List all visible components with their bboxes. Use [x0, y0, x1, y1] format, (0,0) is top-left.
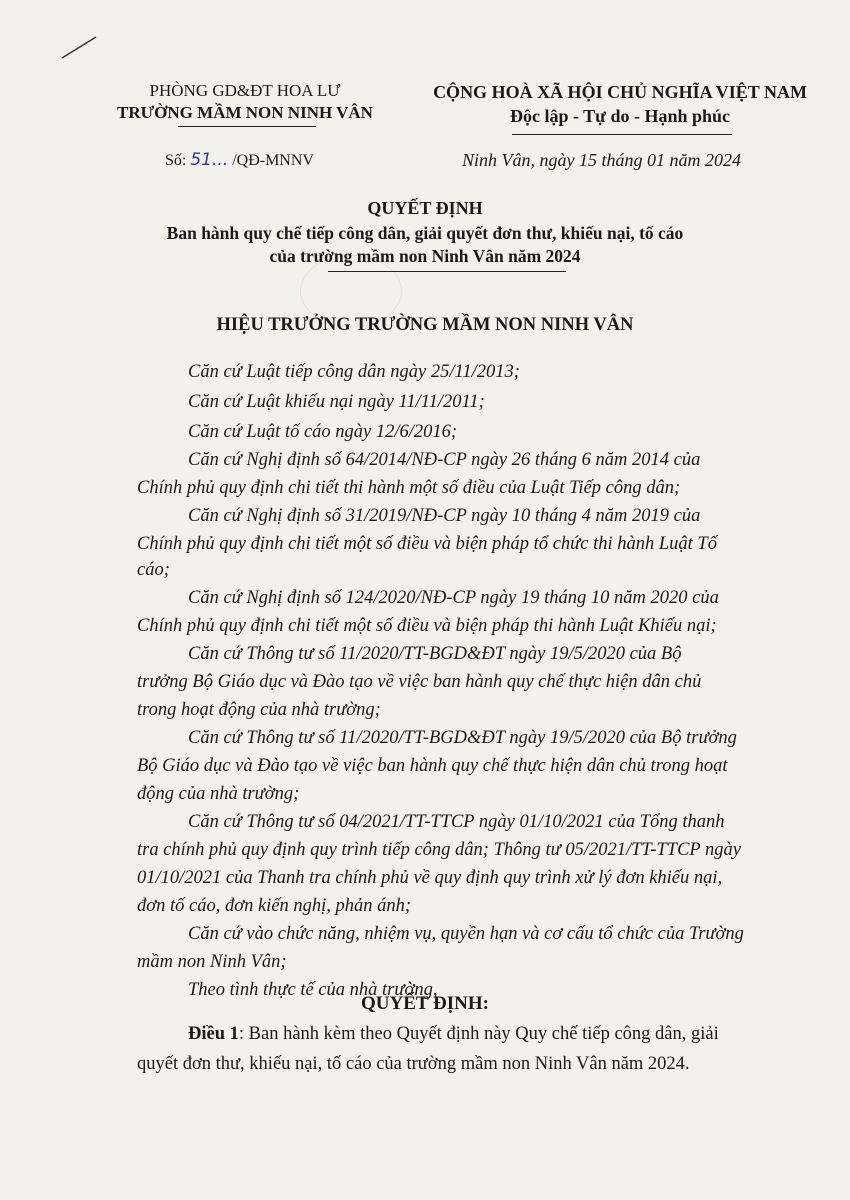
basis-line: trưởng Bộ Giáo dục và Đào tạo về việc ban hành quy chế thực hiện dân chủ [137, 672, 702, 692]
basis-line: Căn cứ Luật khiếu nại ngày 11/11/2011; [188, 392, 485, 412]
nation-name: CỘNG HOÀ XÃ HỘI CHỦ NGHĨA VIỆT NAM [433, 82, 807, 102]
org-line-1: PHÒNG GD&ĐT HOA LƯ [149, 81, 341, 100]
issuing-organization [110, 80, 380, 124]
basis-line: đơn tố cáo, đơn kiến nghị, phản ánh; [137, 896, 412, 916]
basis-line: Căn cứ Thông tư số 04/2021/TT-TTCP ngày 01/10/2021 của Tổng thanh [188, 812, 725, 832]
basis-line: Chính phủ quy định chi tiết thi hành một số điều của Luật Tiếp công dân; [137, 478, 681, 498]
basis-line: Căn cứ Luật tiếp công dân ngày 25/11/2013; [188, 362, 520, 382]
subtitle-underline [328, 271, 566, 272]
basis-line: Căn cứ Luật tố cáo ngày 12/6/2016; [188, 422, 458, 442]
national-motto: Độc lập - Tự do - Hạnh phúc [509, 106, 731, 126]
doc-no-handwritten: 51... [190, 150, 229, 170]
article-1-line-2: quyết đơn thư, khiếu nại, tố cáo của trường mầm non Ninh Vân năm 2024. [137, 1054, 690, 1074]
basis-line: Theo tình thực tế của nhà trường, [188, 980, 438, 1000]
basis-line: Căn cứ Nghị định số 31/2019/NĐ-CP ngày 10 tháng 4 năm 2019 của [188, 506, 701, 526]
subtitle-line-1: Ban hành quy chế tiếp công dân, giải quyết đơn thư, khiếu nại, tố cáo [166, 223, 684, 243]
article-1-line-1 [188, 1024, 719, 1045]
article-1-text: : Ban hành kèm theo Quyết định này Quy chế tiếp công dân, giải [238, 1024, 719, 1044]
basis-line: Căn cứ Thông tư số 11/2020/TT-BGD&ĐT ngày 19/5/2020 của Bộ trưởng [188, 728, 737, 748]
decision-heading: QUYẾT ĐỊNH: [361, 993, 489, 1014]
issuing-authority: HIỆU TRƯỞNG TRƯỜNG MẦM NON NINH VÂN [216, 315, 634, 335]
basis-line: Căn cứ Nghị định số 64/2014/NĐ-CP ngày 26 tháng 6 năm 2014 của [188, 450, 701, 470]
org-line-2: TRƯỜNG MẦM NON NINH VÂN [117, 103, 373, 122]
national-header [410, 80, 830, 128]
basis-line: tra chính phủ quy định quy trình tiếp công dân; Thông tư 05/2021/TT-TTCP ngày [137, 840, 741, 860]
basis-line: Chính phủ quy định chi tiết một số điều và biện pháp tổ chức thi hành Luật Tố [137, 534, 717, 554]
motto-underline [512, 134, 732, 135]
doc-no-prefix: Số: [165, 152, 187, 169]
document-title: QUYẾT ĐỊNH [367, 198, 483, 218]
basis-line: cáo; [137, 560, 170, 580]
basis-line: mầm non Ninh Vân; [137, 952, 287, 972]
basis-line: Căn cứ Nghị định số 124/2020/NĐ-CP ngày 19 tháng 10 năm 2020 của [188, 588, 719, 608]
basis-line: Bộ Giáo dục và Đào tạo về việc ban hành quy chế thực hiện dân chủ trong hoạt [137, 756, 728, 776]
doc-no-suffix: /QĐ-MNNV [232, 152, 314, 169]
basis-line: Chính phủ quy định chi tiết một số điều và biện pháp thi hành Luật Khiếu nại; [137, 616, 717, 636]
pen-stroke-mark [60, 34, 98, 62]
org-underline [178, 126, 316, 127]
document-subtitle [0, 222, 850, 268]
document-number [165, 150, 314, 170]
subtitle-line-2: của trường mầm non Ninh Vân năm 2024 [269, 246, 581, 266]
basis-line: Căn cứ Thông tư số 11/2020/TT-BGD&ĐT ngày 19/5/2020 của Bộ [188, 644, 682, 664]
article-1-label: Điều 1 [188, 1024, 239, 1044]
basis-line: Căn cứ vào chức năng, nhiệm vụ, quyền hạn và cơ cấu tổ chức của Trường [188, 924, 744, 944]
basis-line: 01/10/2021 của Thanh tra chính phủ về quy định quy trình xử lý đơn khiếu nại, [137, 868, 723, 888]
place-date: Ninh Vân, ngày 15 tháng 01 năm 2024 [462, 150, 741, 170]
basis-line: trong hoạt động của nhà trường; [137, 700, 381, 720]
basis-line: động của nhà trường; [137, 784, 300, 804]
